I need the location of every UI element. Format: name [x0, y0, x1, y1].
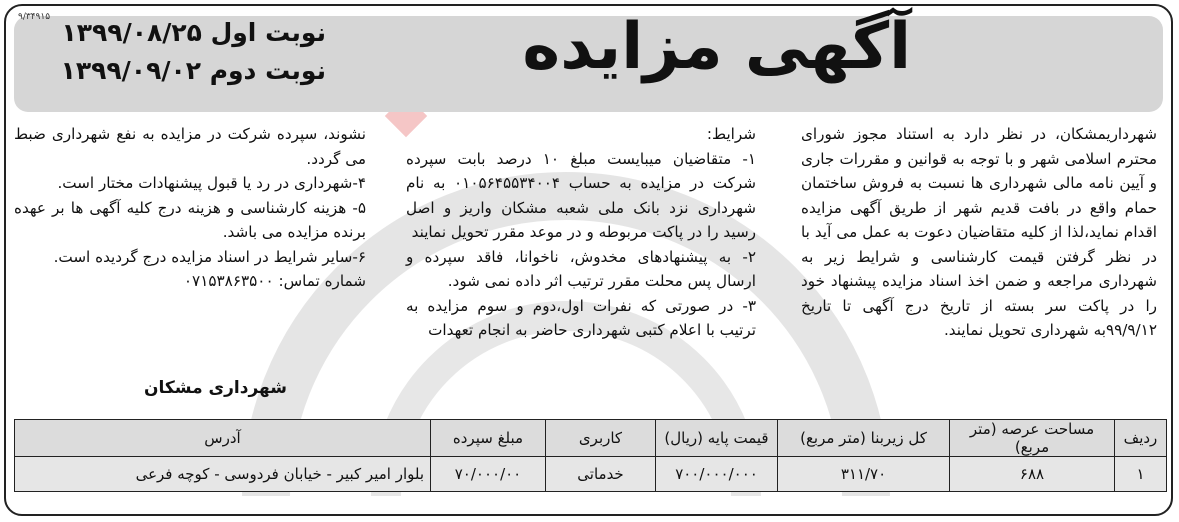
header-deposit: مبلغ سپرده [431, 420, 546, 457]
publish-dates [60, 14, 326, 90]
table-row [15, 457, 1167, 492]
cell-deposit: ۷۰/۰۰۰/۰۰ [431, 457, 546, 492]
conditions-continued-column [14, 122, 366, 294]
condition-3: ۳- در صورتی که نفرات اول،دوم و سوم مزایده به ترتیب با اعلام کتبی شهرداری حاضر به انجام تعهدات [406, 296, 756, 339]
contact-number: شماره تماس: ۰۷۱۵۳۸۶۳۵۰۰ [183, 272, 366, 290]
conditions-column [406, 122, 756, 343]
condition-3-continued: نشوند، سپرده شرکت در مزایده به نفع شهرداری ضبط می گردد. [14, 125, 366, 168]
cell-address: بلوار امیر کبیر - خیابان فردوسی - کوچه فرعی [15, 457, 431, 492]
first-publish-date: نوبت اول ۱۳۹۹/۰۸/۲۵ [61, 18, 326, 47]
header-building-area: کل زیربنا (متر مربع) [778, 420, 950, 457]
auction-table [14, 419, 1167, 492]
header-usage: کاربری [546, 420, 656, 457]
conditions-title: شرایط: [706, 125, 756, 143]
intro-text: شهرداریمشکان، در نظر دارد به استناد مجوز شورای محترم اسلامی شهر و با توجه به قوانین و مقررات جاری و آیین نامه مالی شهرداری ها نسبت به فروش ساختمان حمام واقع در بافت قدیم شهر از طریق آگهی مزایده اقدام نماید،لذا از کلیه متقاضیان دعوت به عمل می آید با در نظر گرفتن قیمت کارشناسی و شرایط زیر به شهرداری مراجعه و ضمن اخذ اسناد مزایده پیشنهاد خود را در پاکت سر بسته از تاریخ درج آگهی تا تاریخ ۹۹/۹/۱۲به شهرداری تحویل نمایند. [801, 125, 1157, 339]
signature: شهرداری مشکان [144, 378, 287, 398]
table-header-row [15, 420, 1167, 457]
notice-code: ۹/۳۴۹۱۵ [18, 12, 51, 22]
condition-2: ۲- به پیشنهادهای مخدوش، ناخوانا، فاقد سپرده و ارسال پس محلت مقرر ترتیب اثر داده نمی شود. [406, 247, 756, 290]
header-land-area: مساحت عرصه (متر مربع) [950, 420, 1115, 457]
cell-row-number: ۱ [1115, 457, 1167, 492]
notice-title: آگهی مزایده [522, 10, 911, 84]
header-address: آدرس [15, 420, 431, 457]
intro-column [801, 122, 1157, 343]
condition-6: ۶-سایر شرایط در اسناد مزایده درج گردیده است. [53, 247, 366, 266]
cell-building-area: ۳۱۱/۷۰ [778, 457, 950, 492]
condition-5: ۵- هزینه کارشناسی و هزینه درج کلیه آگهی ها بر عهده برنده مزایده می باشد. [14, 198, 366, 241]
header-base-price: قیمت پایه (ریال) [656, 420, 778, 457]
condition-1: ۱- متقاضیان میبایست مبلغ ۱۰ درصد بابت سپرده شرکت در مزایده به حساب ۰۱۰۵۶۴۵۵۳۴۰۰۴ به نام شهرداری نزد بانک ملی شعبه مشکان واریز و اصل رسید را در پاکت مربوطه و در موعد مقرر تحویل نمایند [406, 149, 756, 241]
notice-frame [4, 4, 1173, 516]
header-row-number: ردیف [1115, 420, 1167, 457]
condition-4: ۴-شهرداری در رد یا قبول پیشنهادات مختار است. [57, 174, 366, 192]
cell-base-price: ۷۰۰/۰۰۰/۰۰۰ [656, 457, 778, 492]
cell-usage: خدماتی [546, 457, 656, 492]
second-publish-date: نوبت دوم ۱۳۹۹/۰۹/۰۲ [60, 56, 326, 85]
cell-land-area: ۶۸۸ [950, 457, 1115, 492]
